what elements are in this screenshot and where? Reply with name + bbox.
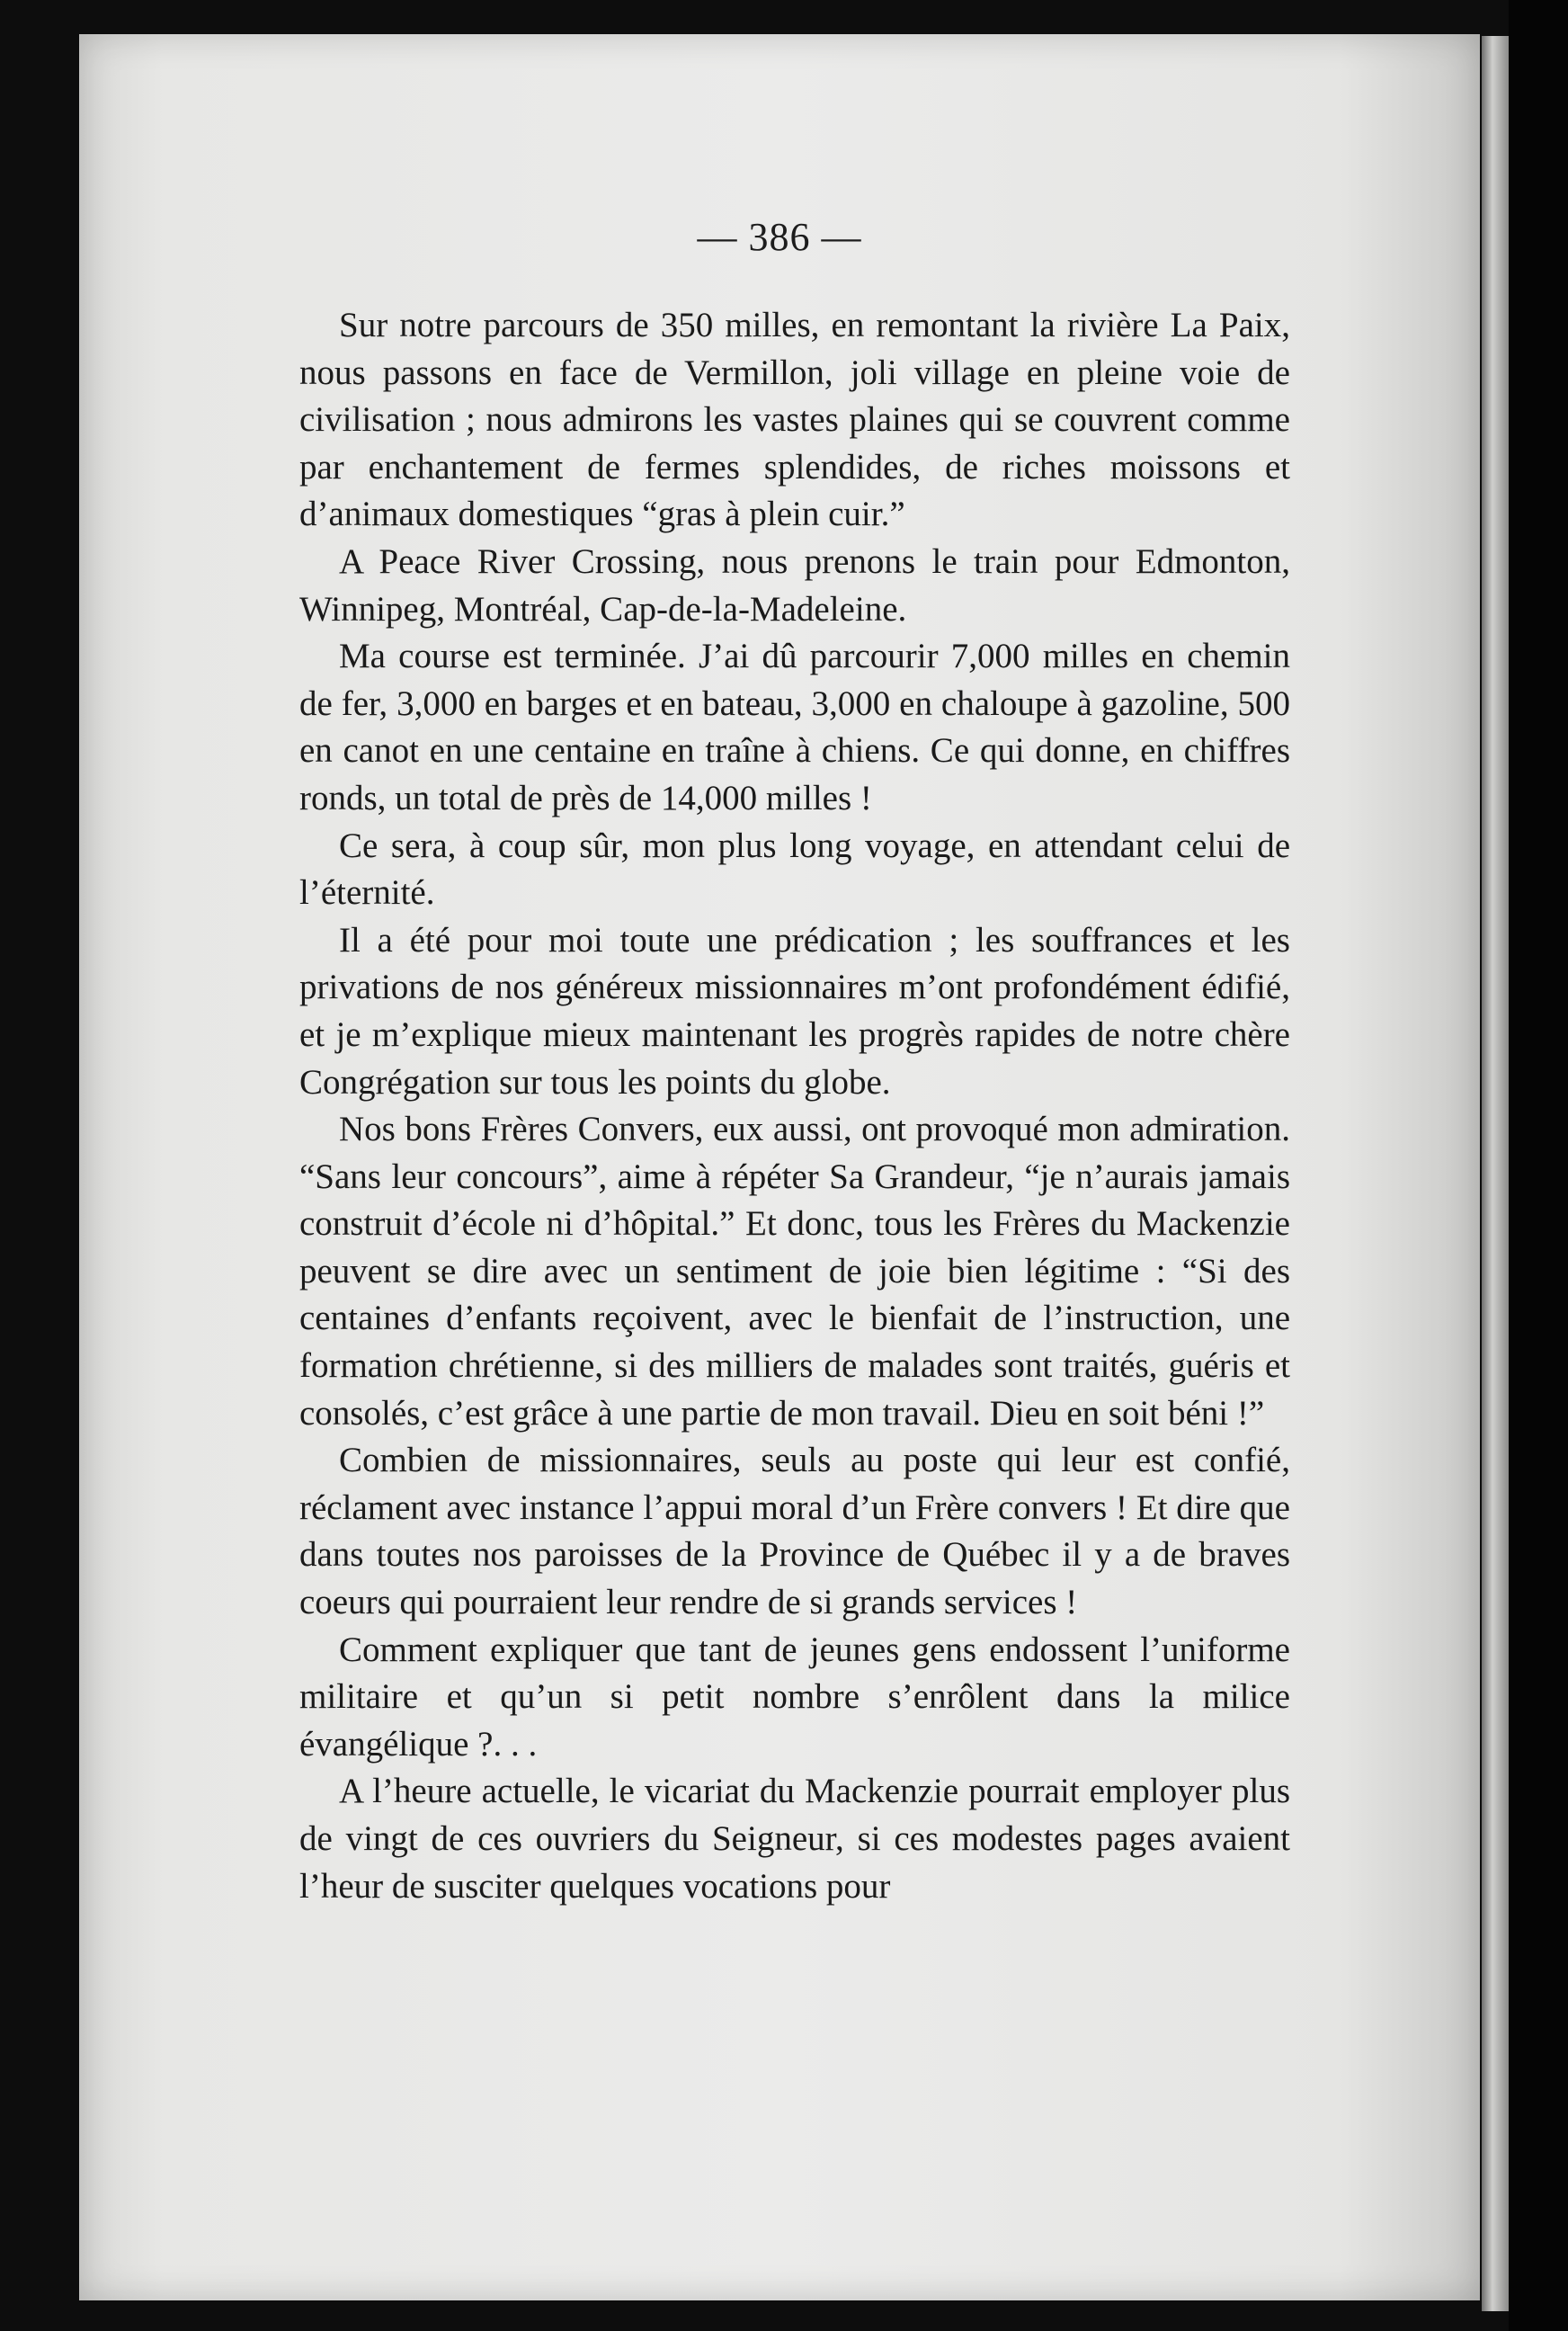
paragraph-1: Sur notre parcours de 350 milles, en remontant la rivière La Paix, nous passons en face de Vermillon, joli village en pleine voie de civilisation ; nous admirons les vastes plaines qui se couvrent comme par enchantement de fermes splendides, de riches moissons et d’animaux domestiques “gras à plein cuir.” bbox=[299, 306, 1290, 534]
paragraph-9: A l’heure actuelle, le vicariat du Mackenzie pourrait employer plus de vingt de ces ouvriers du Seigneur, si ces modestes pages avaient l’heur de susciter quelques vocations pour bbox=[299, 1772, 1290, 1906]
body-text bbox=[299, 302, 1290, 1910]
facing-page-edge bbox=[1482, 36, 1509, 2311]
paragraph-6: Nos bons Frères Convers, eux aussi, ont provoqué mon admiration. “Sans leur concours”, aime à répéter Sa Grandeur, “je n’aurais jamais construit d’école ni d’hôpital.” Et donc, tous les Frères du Mackenzie peuvent se dire avec un sentiment de joie bien légitime : “Si des centaines d’enfants reçoivent, avec le bienfait de l’instruction, une formation chrétienne, si des milliers de malades sont traités, guéris et consolés, c’est grâce à une partie de mon travail. Dieu en soit béni !” bbox=[299, 1110, 1290, 1433]
page-number: — 386 — bbox=[697, 215, 862, 259]
paragraph-3: Ma course est terminée. J’ai dû parcourir 7,000 milles en chemin de fer, 3,000 en barges et en bateau, 3,000 en chaloupe à gazoline, 500 en canot en une centaine en traîne à chiens. Ce qui donne, en chiffres ronds, un total de près de 14,000 milles ! bbox=[299, 637, 1290, 817]
paragraph-2: A Peace River Crossing, nous prenons le train pour Edmonton, Winnipeg, Montréal, Cap-de-la-Madeleine. bbox=[299, 541, 1290, 629]
paragraph-4: Ce sera, à coup sûr, mon plus long voyage, en attendant celui de l’éternité. bbox=[299, 826, 1290, 913]
paragraph-5: Il a été pour moi toute une prédication ; les souffrances et les privations de nos généreux missionnaires m’ont profondément édifié, et je m’explique mieux maintenant les progrès rapides de notre chère Congrégation sur tous les points du globe. bbox=[299, 920, 1290, 1102]
paragraph-7: Combien de missionnaires, seuls au poste qui leur est confié, réclament avec instance l’appui moral d’un Frère convers ! Et dire que dans toutes nos paroisses de la Province de Québec il y a de braves coeurs qui pourraient leur rendre de si grands services ! bbox=[299, 1441, 1290, 1622]
paragraph-8: Comment expliquer que tant de jeunes gens endossent l’uniforme militaire et qu’un si petit nombre s’enrôlent dans la milice évangélique ?. . . bbox=[299, 1630, 1290, 1764]
scan-background-edge bbox=[1509, 0, 1568, 2331]
